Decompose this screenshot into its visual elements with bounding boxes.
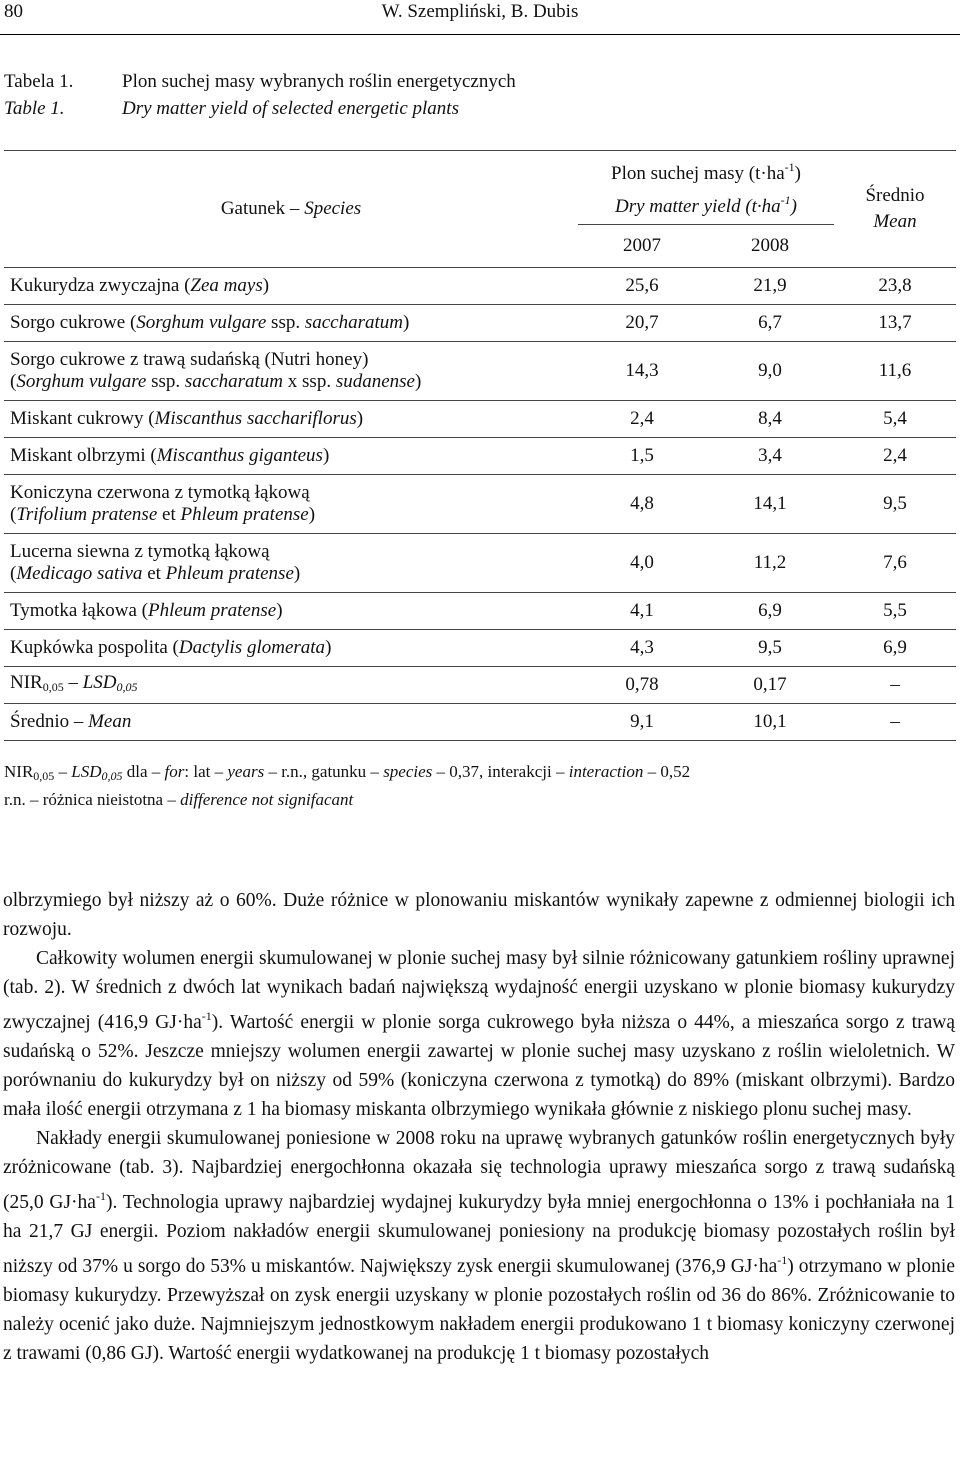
table-row [4, 667, 956, 704]
mean-cell: 11,6 [834, 342, 956, 401]
caption-title-en: Dry matter yield of selected energetic plants [122, 98, 459, 119]
yield-2008-cell: 6,9 [706, 593, 834, 630]
caption-title-pl: Plon suchej masy wybranych roślin energetycznych [122, 71, 516, 92]
table-row [4, 401, 956, 438]
yield-2007-cell: 14,3 [578, 342, 706, 401]
yield-2007-cell: 4,1 [578, 593, 706, 630]
table-row [4, 342, 956, 401]
yield-2008-cell: 21,9 [706, 268, 834, 305]
header-year-2007: 2007 [578, 224, 706, 267]
yield-2007-cell: 0,78 [578, 667, 706, 704]
page-number: 80 [4, 1, 23, 22]
note-lsd: $NIR_{0,05} - LSD_{0,05}$ dla – for: lat – years – r.n., gatunku – species – 0,37, interakcji – interaction – 0,52 [4, 762, 691, 783]
mean-cell: 9,5 [834, 475, 956, 534]
table-row [4, 268, 956, 305]
yield-2007-cell: 20,7 [578, 305, 706, 342]
yield-2007-cell: 4,0 [578, 534, 706, 593]
caption-label-pl: Tabela 1. [4, 71, 74, 92]
yield-2007-cell: 2,4 [578, 401, 706, 438]
yield-2008-cell: 8,4 [706, 401, 834, 438]
mean-cell: – [834, 704, 956, 741]
yield-2007-cell: 25,6 [578, 268, 706, 305]
table-header-row [4, 151, 956, 225]
paragraph: Całkowity wolumen energii skumulowanej w plonie suchej masy był silnie różnicowany gatunkiem rośliny uprawnej (tab. 2). W średnich z dwóch lat wynikach badań największą wydajność energii uzyskano w plonie biomasy kukurydzy zwyczajnej (416,9 $GJ\cdot ha^{-1}$). Wartość energii w plonie sorga cukrowego była niższa o 44%, a mieszańca sorgo z trawą sudańską o 52%. Jeszcze mniejszy wolumen energii zawartej w plonie suchej masy uzyskano z roślin wieloletnich. W porównaniu do kukurydzy był on niższy od 59% (koniczyna czerwona z tymotką) do 89% (miskant olbrzymi). Bardzo mała ilość energii otrzymana z 1 ha biomasy miskanta olbrzymiego wynikała głównie z niskiego plonu suchej masy. [3, 948, 955, 1120]
yield-2007-cell: 4,8 [578, 475, 706, 534]
mean-cell: 2,4 [834, 438, 956, 475]
table-notes [4, 760, 690, 812]
species-cell: Średnio – Mean [4, 704, 578, 741]
yield-2008-cell: 0,17 [706, 667, 834, 704]
yield-2008-cell: 9,5 [706, 630, 834, 667]
yield-2008-cell: 10,1 [706, 704, 834, 741]
yield-2008-cell: 14,1 [706, 475, 834, 534]
mean-cell: 6,9 [834, 630, 956, 667]
mean-cell: 13,7 [834, 305, 956, 342]
species-cell: Kukurydza zwyczajna (Zea mays) [4, 268, 578, 305]
yield-2008-cell: 6,7 [706, 305, 834, 342]
running-authors: W. Szempliński, B. Dubis [381, 1, 579, 22]
species-cell: Sorgo cukrowe (Sorghum vulgare ssp. saccharatum) [4, 305, 578, 342]
yield-table [4, 150, 956, 741]
header-species: Gatunek – Species [4, 151, 578, 268]
mean-cell: 5,5 [834, 593, 956, 630]
paragraph: Nakłady energii skumulowanej poniesione w 2008 roku na uprawę wybranych gatunków roślin energetycznych były zróżnicowane (tab. 3). Najbardziej energochłonna okazała się technologia uprawy mieszańca sorgo z trawą sudańską (25,0 $GJ\cdot ha^{-1}$). Technologia uprawy najbardziej wydajnej kukurydzy była mniej energochłonna o 13% i pochłaniała na 1 ha 21,7 GJ energii. Poziom nakładów energii skumulowanej poniesiony na produkcję biomasy pozostałych roślin był niższy od 37% u sorgo do 53% u miskantów. Największy zysk energii skumulowanej (376,9 $GJ\cdot ha^{-1}$) otrzymano w plonie biomasy kukurydzy. Przewyższał on zysk energii uzyskany w plonie pozostałych roślin od 36 do 86%. Zróżnicowanie to należy ocenić jako duże. Najmniejszym jednostkowym nakładem energii produkowano 1 t biomasy koniczyny czerwonej z trawami (0,86 GJ). Wartość energii wydatkowanej na produkcję 1 t biomasy pozostałych [3, 1128, 955, 1364]
caption-label-en: Table 1. [4, 98, 65, 119]
table-row [4, 438, 956, 475]
species-cell: Miskant cukrowy (Miscanthus sacchariflorus) [4, 401, 578, 438]
yield-2007-cell: 1,5 [578, 438, 706, 475]
yield-2007-cell: 9,1 [578, 704, 706, 741]
header-mean: Średnio Mean [834, 151, 956, 268]
species-cell: Koniczyna czerwona z tymotką łąkową (Trifolium pratense et Phleum pratense) [4, 475, 578, 534]
species-cell: $NIR_{0,05} - LSD_{0,05}$ [4, 667, 578, 704]
table-caption [0, 68, 516, 122]
note-rn: r.n. – różnica nieistotna – difference not signifacant [4, 790, 354, 809]
yield-2008-cell: 11,2 [706, 534, 834, 593]
table-row [4, 475, 956, 534]
paragraph: olbrzymiego był niższy aż o 60%. Duże różnice w plonowaniu miskantów wynikały zapewne z odmiennej biologii ich rozwoju. [3, 890, 955, 940]
mean-cell: 23,8 [834, 268, 956, 305]
running-header [0, 0, 960, 35]
mean-cell: 7,6 [834, 534, 956, 593]
species-cell: Miskant olbrzymi (Miscanthus giganteus) [4, 438, 578, 475]
yield-2008-cell: 9,0 [706, 342, 834, 401]
table-row [4, 593, 956, 630]
header-year-2008: 2008 [706, 224, 834, 267]
table-row [4, 305, 956, 342]
table-row [4, 534, 956, 593]
species-cell: Sorgo cukrowe z trawą sudańską (Nutri honey) (Sorghum vulgare ssp. saccharatum x ssp. sudanense) [4, 342, 578, 401]
table-row [4, 704, 956, 741]
species-cell: Tymotka łąkowa (Phleum pratense) [4, 593, 578, 630]
body-text [3, 886, 955, 1368]
table-row [4, 630, 956, 667]
header-yield: Plon suchej masy $(t\cdot ha^{-1})$ Dry matter yield $(t\cdot ha^{-1})$ [578, 151, 834, 225]
species-cell: Lucerna siewna z tymotką łąkową (Medicago sativa et Phleum pratense) [4, 534, 578, 593]
species-cell: Kupkówka pospolita (Dactylis glomerata) [4, 630, 578, 667]
yield-2007-cell: 4,3 [578, 630, 706, 667]
mean-cell: – [834, 667, 956, 704]
mean-cell: 5,4 [834, 401, 956, 438]
yield-2008-cell: 3,4 [706, 438, 834, 475]
